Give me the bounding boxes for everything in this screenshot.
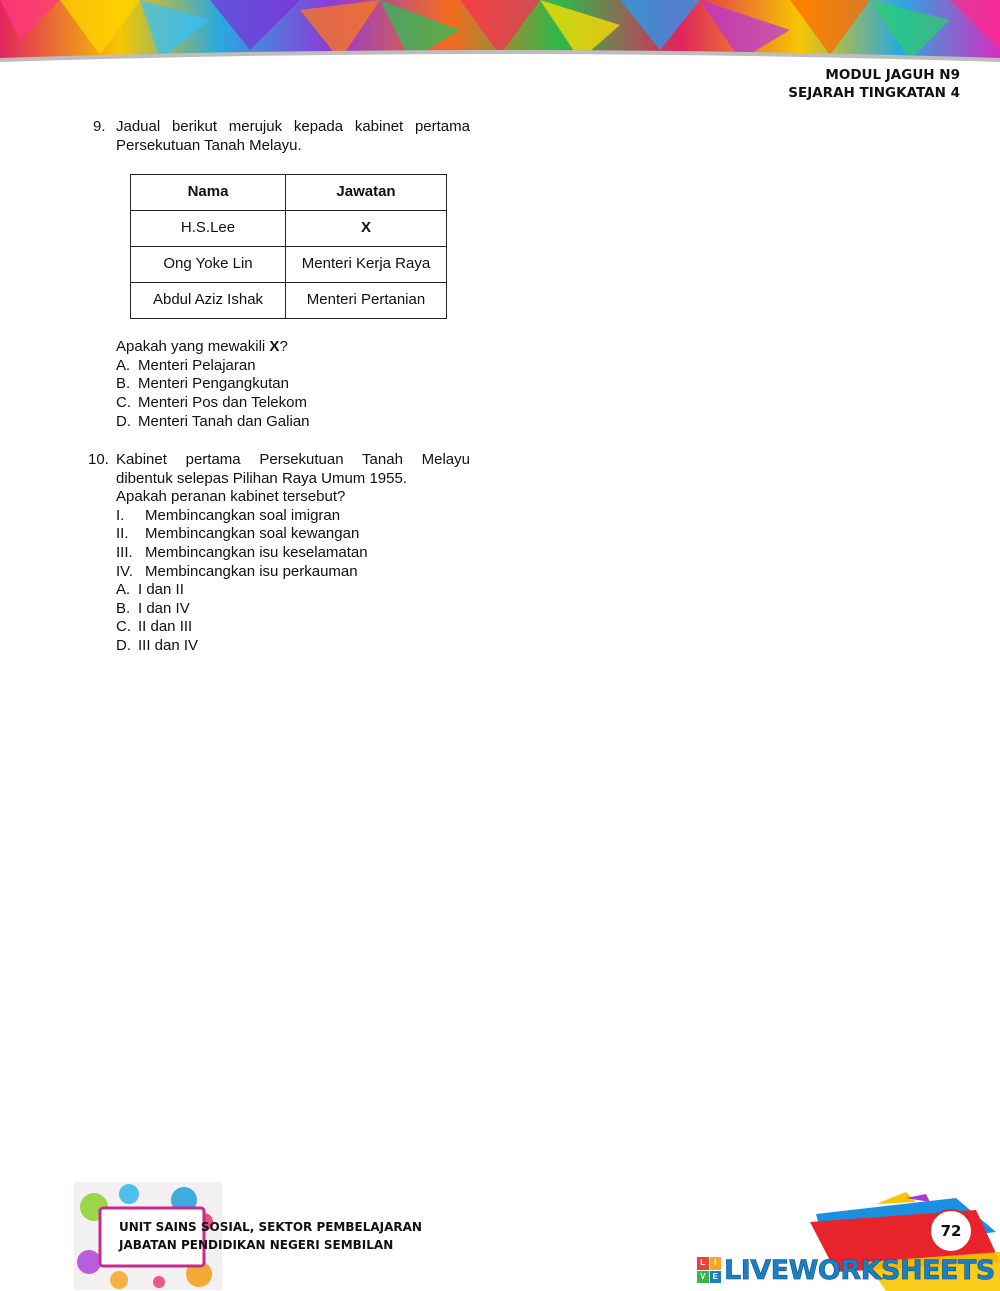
footer-line-1: UNIT SAINS SOSIAL, SEKTOR PEMBELAJARAN <box>119 1220 422 1234</box>
question-number: 10. <box>88 451 109 468</box>
table-row <box>131 211 447 247</box>
option-text: Menteri Pos dan Telekom <box>138 393 307 411</box>
statement-text: Membincangkan soal kewangan <box>145 525 360 543</box>
question-prompt <box>116 338 470 357</box>
option-text: II dan III <box>138 618 193 636</box>
statement-text: Membincangkan isu keselamatan <box>145 543 368 561</box>
table-cell: Ong Yoke Lin <box>131 247 286 283</box>
page-number: 72 <box>929 1209 973 1253</box>
prompt-text-end: ? <box>279 338 288 356</box>
document-header <box>788 66 960 102</box>
table-row <box>131 247 447 283</box>
table-cell: Menteri Pertanian <box>286 283 447 319</box>
option-key: C. <box>116 393 131 411</box>
table-cell: Abdul Aziz Ishak <box>131 283 286 319</box>
table-cell: Menteri Kerja Raya <box>286 247 447 283</box>
option-a[interactable] <box>116 357 470 376</box>
option-key: A. <box>116 356 131 374</box>
question-prompt: Apakah peranan kabinet tersebut? <box>116 488 346 506</box>
option-c[interactable] <box>116 618 470 637</box>
table-header-cell: Nama <box>131 175 286 211</box>
option-text: Menteri Tanah dan Galian <box>138 412 310 430</box>
table-cell: X <box>286 211 447 247</box>
statement-key: I. <box>116 506 125 524</box>
option-b[interactable] <box>116 375 470 394</box>
table-cell: H.S.Lee <box>131 211 286 247</box>
question-10 <box>88 451 470 656</box>
option-text: I dan II <box>138 581 184 599</box>
statement-key: II. <box>116 525 129 543</box>
option-key: B. <box>116 599 131 617</box>
table-row <box>131 283 447 319</box>
option-key: A. <box>116 581 131 599</box>
question-9 <box>88 118 470 431</box>
table-header-row <box>131 175 447 211</box>
statement-text: Membincangkan soal imigran <box>145 506 341 524</box>
option-d[interactable] <box>116 637 470 656</box>
option-text: Menteri Pengangkutan <box>138 375 289 393</box>
option-text: Menteri Pelajaran <box>138 356 256 374</box>
statement-key: IV. <box>116 562 133 580</box>
prompt-bold: X <box>269 338 280 356</box>
option-text: III dan IV <box>138 636 199 654</box>
cabinet-table <box>130 174 447 319</box>
statement-iii <box>116 544 470 563</box>
brand-name: LIVEWORKSHEETS <box>724 1254 995 1286</box>
statement-key: III. <box>116 543 133 561</box>
module-title: MODUL JAGUH N9 <box>825 67 960 83</box>
logo-letter: V <box>697 1271 709 1284</box>
footer-line-2: JABATAN PENDIDIKAN NEGERI SEMBILAN <box>119 1238 394 1252</box>
logo-letter: L <box>697 1257 709 1270</box>
statement-iv <box>116 563 470 582</box>
logo-letter: E <box>710 1271 722 1284</box>
footer-organization <box>119 1218 422 1254</box>
subject-title: SEJARAH TINGKATAN 4 <box>788 85 960 101</box>
logo-letter: I <box>710 1257 722 1270</box>
option-text: I dan IV <box>138 599 190 617</box>
option-a[interactable] <box>116 581 470 600</box>
option-d[interactable] <box>116 413 470 432</box>
option-key: B. <box>116 375 131 393</box>
statement-ii <box>116 525 470 544</box>
option-key: D. <box>116 636 131 654</box>
table-header-cell: Jawatan <box>286 175 447 211</box>
option-key: C. <box>116 618 131 636</box>
statement-text: Membincangkan isu perkauman <box>145 562 358 580</box>
prompt-text: Apakah yang mewakili <box>116 338 270 356</box>
question-stem: Kabinet pertama Persekutuan Tanah Melayu dibentuk selepas Pilihan Raya Umum 1955. <box>116 451 470 487</box>
statement-i <box>116 507 470 526</box>
liveworksheets-logo <box>697 1252 997 1288</box>
option-b[interactable] <box>116 600 470 619</box>
option-c[interactable] <box>116 394 470 413</box>
option-key: D. <box>116 412 131 430</box>
question-stem: Jadual berikut merujuk kepada kabinet pertama Persekutuan Tanah Melayu. <box>116 118 470 154</box>
live-logo-icon <box>697 1257 721 1283</box>
question-number: 9. <box>93 118 106 135</box>
